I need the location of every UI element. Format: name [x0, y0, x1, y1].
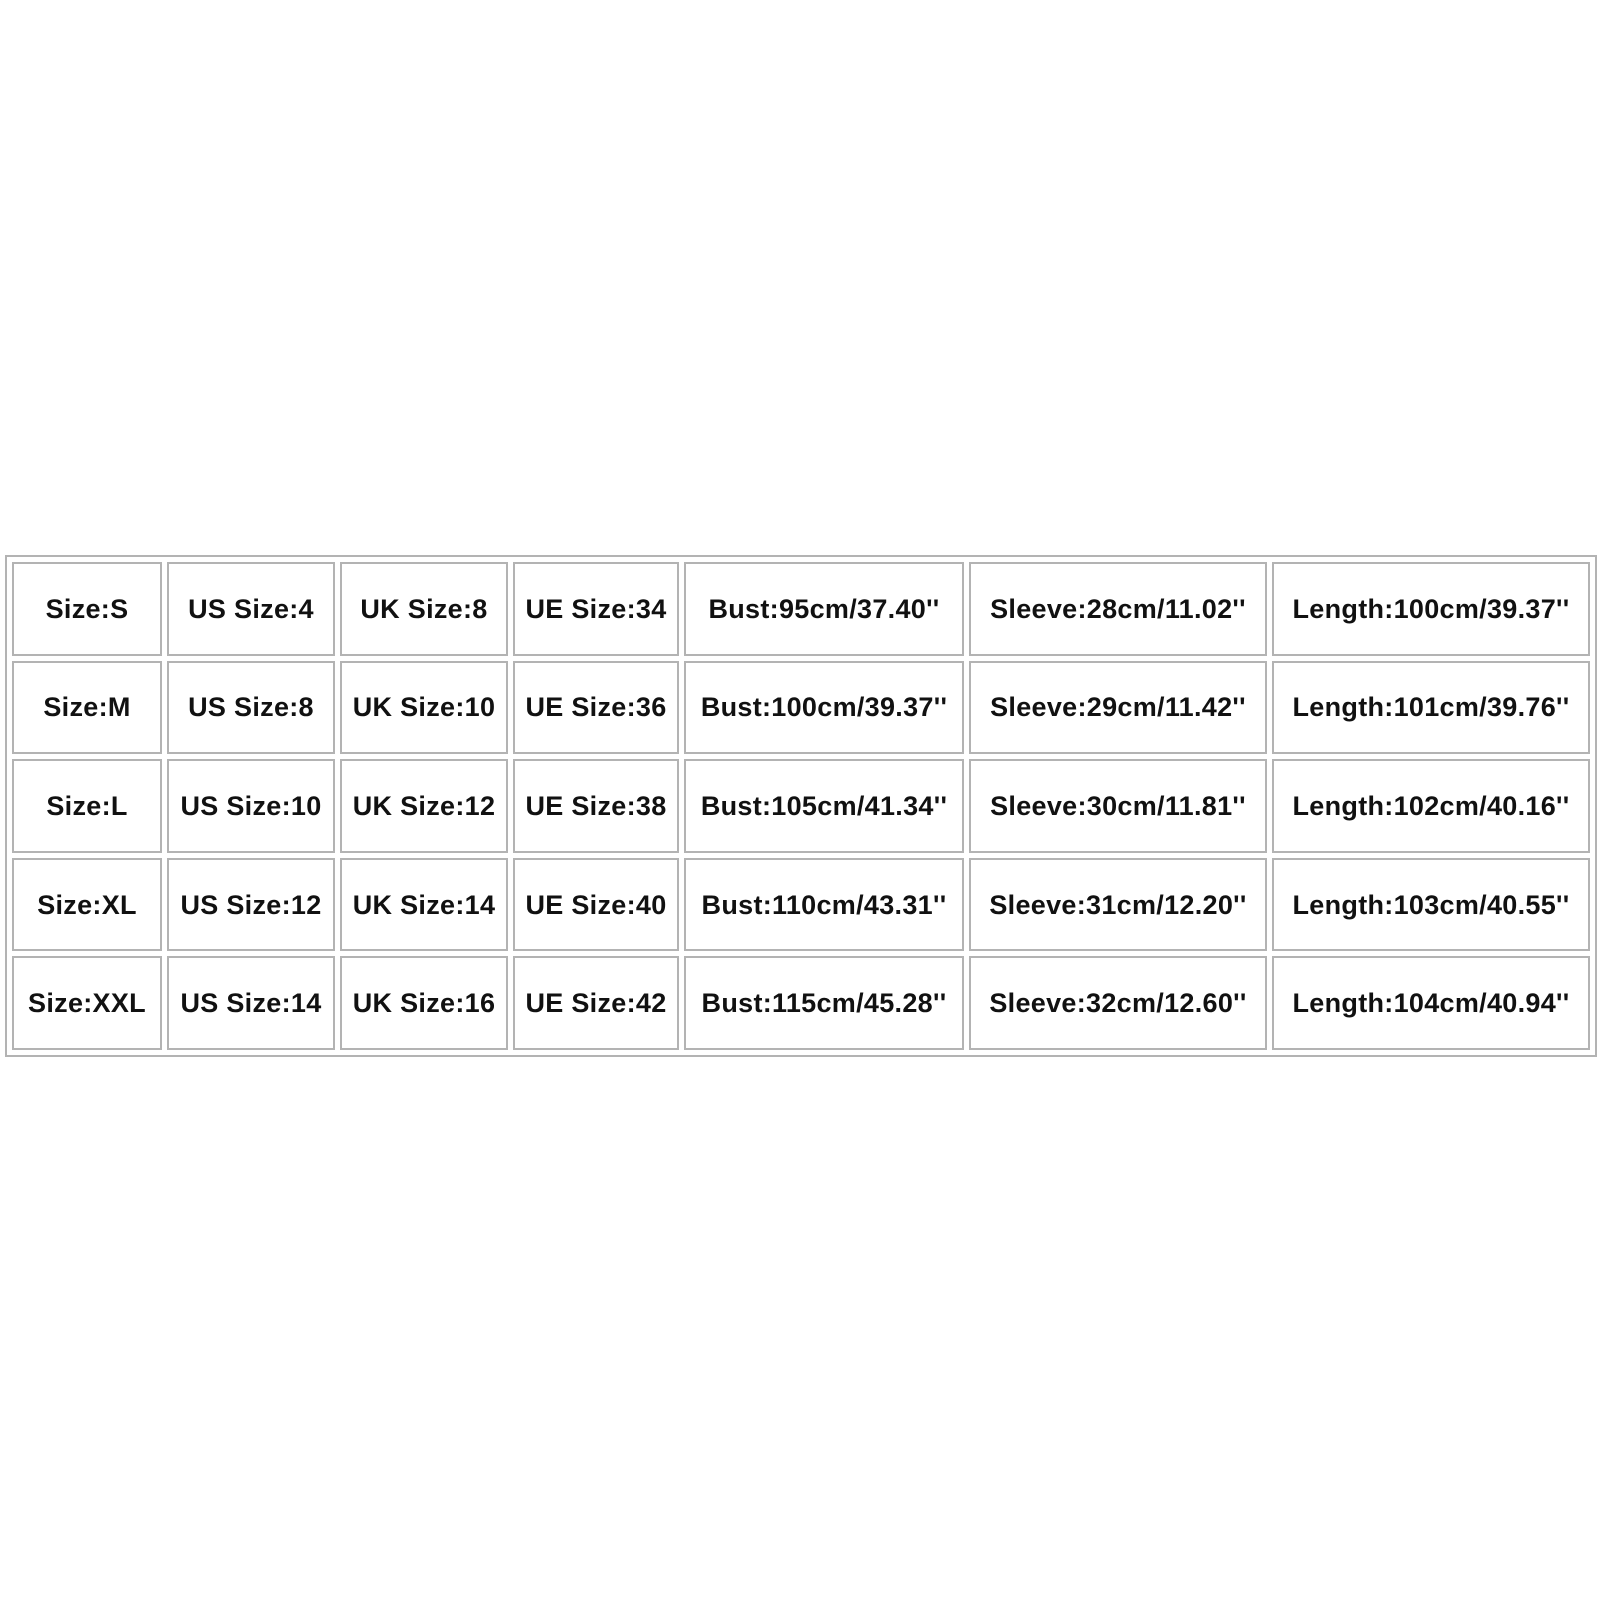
bust-cell: Bust:105cm/41.34''	[684, 759, 964, 853]
sleeve-cell: Sleeve:29cm/11.42''	[969, 661, 1267, 755]
size-cell: Size:XXL	[12, 956, 162, 1050]
size-cell: Size:M	[12, 661, 162, 755]
bust-cell: Bust:100cm/39.37''	[684, 661, 964, 755]
us-size-cell: US Size:12	[167, 858, 335, 952]
uk-size-cell: UK Size:16	[340, 956, 508, 1050]
bust-cell: Bust:95cm/37.40''	[684, 562, 964, 656]
length-cell: Length:101cm/39.76''	[1272, 661, 1590, 755]
bust-cell: Bust:110cm/43.31''	[684, 858, 964, 952]
size-cell: Size:S	[12, 562, 162, 656]
uk-size-cell: UK Size:12	[340, 759, 508, 853]
table-row	[12, 759, 1590, 853]
sleeve-cell: Sleeve:31cm/12.20''	[969, 858, 1267, 952]
ue-size-cell: UE Size:36	[513, 661, 679, 755]
length-cell: Length:100cm/39.37''	[1272, 562, 1590, 656]
us-size-cell: US Size:4	[167, 562, 335, 656]
length-cell: Length:104cm/40.94''	[1272, 956, 1590, 1050]
table-row	[12, 661, 1590, 755]
uk-size-cell: UK Size:14	[340, 858, 508, 952]
length-cell: Length:102cm/40.16''	[1272, 759, 1590, 853]
uk-size-cell: UK Size:8	[340, 562, 508, 656]
table-row	[12, 562, 1590, 656]
sleeve-cell: Sleeve:32cm/12.60''	[969, 956, 1267, 1050]
size-chart-table	[5, 555, 1597, 1057]
size-cell: Size:XL	[12, 858, 162, 952]
ue-size-cell: UE Size:38	[513, 759, 679, 853]
length-cell: Length:103cm/40.55''	[1272, 858, 1590, 952]
sleeve-cell: Sleeve:28cm/11.02''	[969, 562, 1267, 656]
ue-size-cell: UE Size:34	[513, 562, 679, 656]
us-size-cell: US Size:8	[167, 661, 335, 755]
ue-size-cell: UE Size:42	[513, 956, 679, 1050]
us-size-cell: US Size:14	[167, 956, 335, 1050]
table-row	[12, 956, 1590, 1050]
table-row	[12, 858, 1590, 952]
us-size-cell: US Size:10	[167, 759, 335, 853]
ue-size-cell: UE Size:40	[513, 858, 679, 952]
bust-cell: Bust:115cm/45.28''	[684, 956, 964, 1050]
uk-size-cell: UK Size:10	[340, 661, 508, 755]
sleeve-cell: Sleeve:30cm/11.81''	[969, 759, 1267, 853]
size-cell: Size:L	[12, 759, 162, 853]
